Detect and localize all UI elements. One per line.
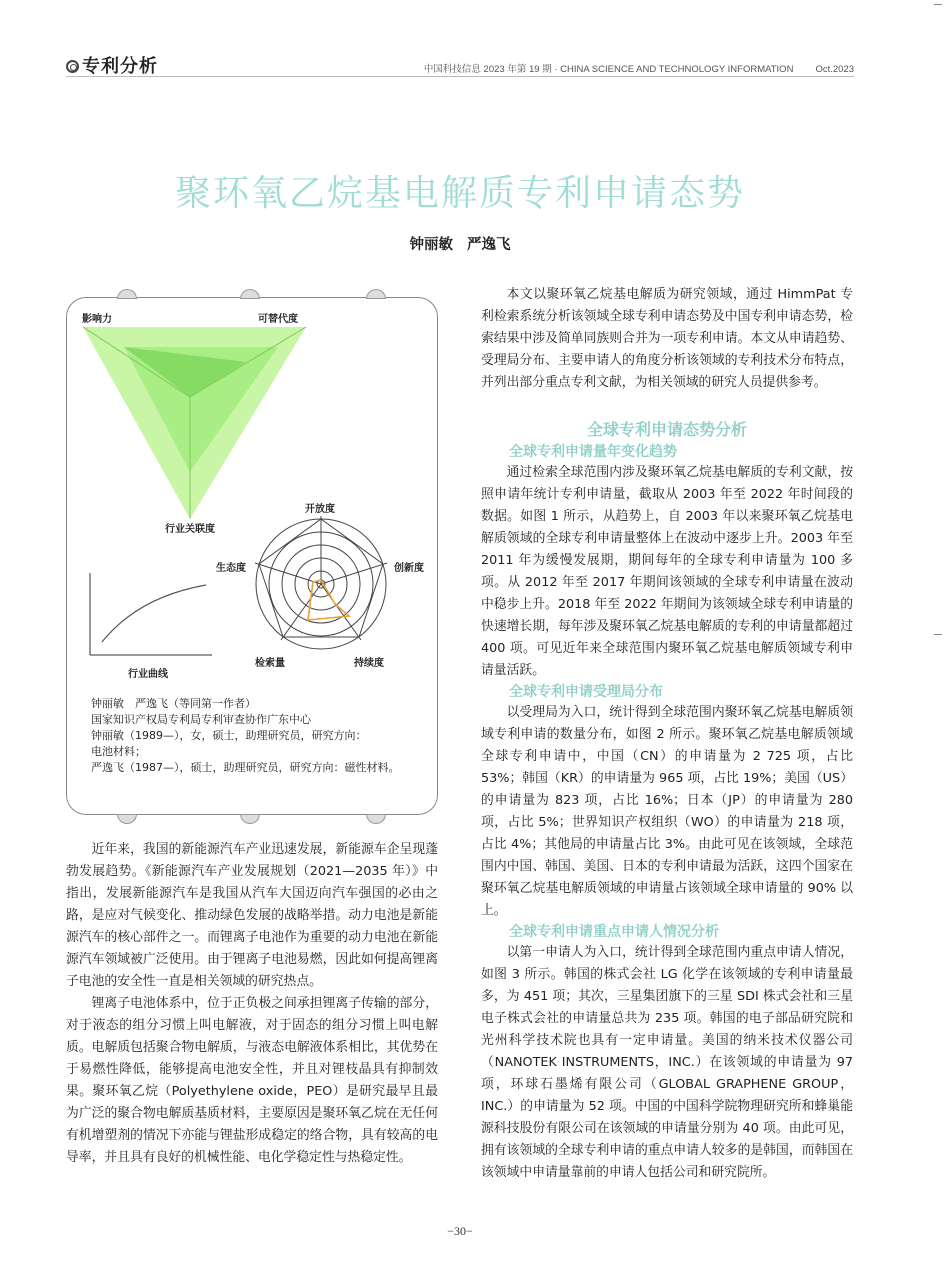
author-info-line: 电池材料； bbox=[91, 745, 146, 758]
section-tag: 专利分析 bbox=[66, 52, 158, 78]
page-number: −30− bbox=[447, 1224, 473, 1238]
author-name: 严逸飞 bbox=[467, 237, 511, 253]
label-innovation: 创新度 bbox=[394, 563, 424, 574]
author-info-line: 钟丽敏（1989—），女，硕士，助理研究员，研究方向： bbox=[91, 729, 367, 742]
paragraph: 锂离子电池体系中，位于正负极之间承担锂离子传输的部分，对于液态的组分习惯上叫电解液，对于固态的组分习惯上叫电解质。电解质包括聚合物电解质，与液态电解液体系相比，其优势在于易燃性降低，能够提高电池安全性，并且对锂枝晶具有抑制效果。聚环氧乙烷（Polyethylene oxide，PEO）是研究最早且最为广泛的聚合物电解质基质材料，主要原因是聚环氧乙烷在无任何有机增塑剂的情况下亦能与锂盐形成稳定的络合物，具有较高的电导率，并且具有良好的机械性能、电化学稳定性与热稳定性。 bbox=[66, 996, 438, 1165]
header-rule bbox=[66, 76, 854, 77]
industry-curve bbox=[102, 585, 206, 642]
subsection-heading: 全球专利申请重点申请人情况分析 bbox=[509, 924, 719, 940]
author-name: 钟丽敏 bbox=[409, 237, 453, 253]
label-industry-curve: 行业曲线 bbox=[128, 669, 168, 680]
author-info-line: 严逸飞（1987—），硕士，助理研究员，研究方向：磁性材料。 bbox=[91, 761, 400, 774]
paragraph: 以受理局为入口，统计得到全球范围内聚环氧乙烷基电解质领域专利申请的数量分布，如图 2 所示。聚环氧乙烷基电解质领域全球专利申请中，中国（CN）的申请量为 2 725 项，占比 53%；韩国（KR）的申请量为 965 项，占比 19%；美国（US）的申请量为 823 项，占比 16%；日本（JP）的申请量为 280 项，占比 5%；世界知识产权组织（WO）的申请量为 218 项，占比 4%；其他局的申请量占比 3%。由此可见在该领域，全球范围内中国、韩国、美国、日本的专利申请最为活跃，这四个国家在聚环氧乙烷基电解质领域的申请量占该领域全球申请量的 90% 以上。 bbox=[481, 705, 853, 918]
label-influence: 影响力 bbox=[82, 314, 112, 325]
paragraph: 近年来，我国的新能源汽车产业迅速发展，新能源车企呈现蓬勃发展趋势。《新能源汽车产业发展规划（2021—2035 年）》中指出，发展新能源汽车是我国从汽车大国迈向汽车强国的必由之路，是应对气候变化、推动绿色发展的战略举措。动力电池是新能源汽车的核心部件之一。而锂离子电池作为重要的动力电池在新能源汽车领域被广泛使用。由于锂离子电池易燃，因此如何提高锂离子电池的安全性一直是相关领域的研究热点。 bbox=[66, 842, 438, 989]
author-info-line: 钟丽敏 严逸飞（等同第一作者） bbox=[91, 697, 256, 710]
label-openness: 开放度 bbox=[305, 504, 335, 515]
issue-date: Oct.2023 bbox=[815, 64, 854, 75]
section-heading: 全球专利申请态势分析 bbox=[586, 420, 747, 439]
figure-tab bbox=[366, 814, 386, 824]
label-substitutability: 可替代度 bbox=[258, 314, 298, 325]
figure-tab bbox=[117, 814, 137, 824]
subsection-heading: 全球专利申请量年变化趋势 bbox=[509, 444, 677, 460]
crop-mark bbox=[934, 634, 942, 635]
figure-graphic bbox=[66, 297, 438, 697]
paragraph: 通过检索全球范围内涉及聚环氧乙烷基电解质的专利文献，按照申请年统计专利申请量，截取从 2003 年至 2022 年时间段的数据。如图 1 所示，从趋势上，自 2003 年以来聚环氧乙烷基电解质领域的全球专利申请量整体上在波动中逐步上升。2003 年至 2011 年为缓慢发展期，期间每年的全球专利申请量为 100 多项。从 2012 年至 2017 年期间该领域的全球专利申请量在波动中稳步上升。2018 年至 2022 年期间为该领域全球专利申请量的快速增长期，每年涉及聚环氧乙烷基电解质的专利的申请量都超过 400 项。可见近年来全球范围内聚环氧乙烷基电解质领域专利申请量活跃。 bbox=[481, 465, 853, 678]
intro-paragraph: 本文以聚环氧乙烷基电解质为研究领域，通过 HimmPat 专利检索系统分析该领域全球专利申请态势及中国专利申请态势，检索结果中涉及简单同族则合并为一项专利申请。本文从申请趋势、受理局分布、主要申请人的角度分析该领域的专利技术分布特点，并列出部分重点专利文献，为相关领域的研究人员提供参考。 bbox=[481, 287, 853, 390]
left-column bbox=[66, 839, 438, 1169]
journal-name: 中国科技信息 2023 年第 19 期 · CHINA SCIENCE AND TECHNOLOGY INFORMATION bbox=[423, 64, 794, 75]
label-industry-relevance: 行业关联度 bbox=[165, 524, 215, 535]
paragraph: 以第一申请人为入口，统计得到全球范围内重点申请人情况，如图 3 所示。韩国的株式会社 LG 化学在该领域的专利申请量最多，为 451 项；其次，三星集团旗下的三星 SDI 株式会社和三星电子株式会社的申请量总共为 235 项。韩国的电子部品研究院和光州科学技术院也具有一定申请量。美国的纳米技术仪器公司（NANOTEK INSTRUMENTS，INC.）在该领域的申请量为 97 项，环球石墨烯有限公司（GLOBAL GRAPHENE GROUP， INC.）的申请量为 52 项。中国的中国科学院物理研究所和蜂巢能源科技股份有限公司在该领域的申请量分别为 40 项。由此可见，拥有该领域的全球专利申请的重点申请人较多的是韩国，而韩国在该领域中申请量靠前的申请人包括公司和研究院所。 bbox=[481, 945, 853, 1180]
label-search-volume: 检索量 bbox=[255, 658, 285, 669]
article-title: 聚环氧乙烷基电解质专利申请态势 bbox=[174, 173, 745, 214]
crop-mark bbox=[934, 4, 942, 5]
label-ecology: 生态度 bbox=[216, 563, 246, 574]
author-info bbox=[91, 696, 426, 776]
author-info-line: 国家知识产权局专利局专利审查协作广东中心 bbox=[91, 713, 311, 726]
circle-icon bbox=[66, 60, 79, 73]
authors bbox=[0, 233, 920, 254]
right-column bbox=[481, 284, 853, 1184]
running-header bbox=[424, 61, 854, 75]
label-sustainability: 持续度 bbox=[354, 658, 384, 669]
subsection-heading: 全球专利申请受理局分布 bbox=[509, 684, 663, 700]
figure-tab bbox=[240, 814, 260, 824]
radar-chart bbox=[255, 516, 387, 649]
